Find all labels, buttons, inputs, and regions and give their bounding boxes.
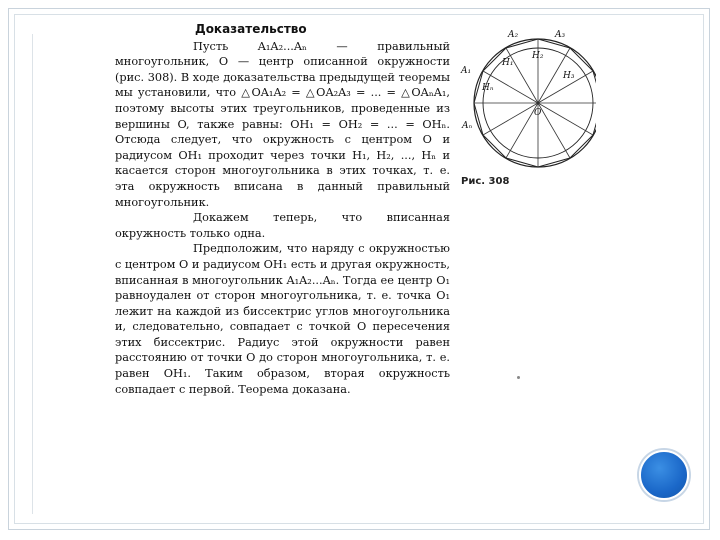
speck — [517, 376, 520, 379]
label-o: O — [534, 108, 542, 118]
blue-circle-decoration — [639, 450, 689, 500]
label-h1: H₁ — [502, 58, 514, 68]
figure-regular-polygon — [456, 18, 596, 188]
label-h2: H₂ — [532, 51, 544, 61]
textbook-page — [115, 22, 450, 527]
label-h3: H₃ — [563, 71, 575, 81]
figure-caption: Рис. 308 — [461, 176, 510, 187]
paragraph-2: Докажем теперь, что вписанная окружность только одна. — [115, 211, 450, 240]
paragraph-3: Предположим, что наряду с окружностью с центром O и радиусом OH₁ есть и другая окружность, вписанная в многоугольник A₁A₂...Aₙ. Тогда ее центр O₁ равноудален от сторон многоугольника, т. е. точка O₁ лежит на каждой из биссектрис углов многоугольника и, следовательно, совпадает с точкой O пересечения этих биссектрис. Радиус этой окружности равен расстоянию от точки O до сторон многоугольника, т. е. равен OH₁. Таким образом, вторая окружность совпадает с первой. Теорема доказана. — [115, 242, 450, 396]
label-hn: Hₙ — [482, 83, 494, 93]
paragraph-1: Пусть A₁A₂...Aₙ — правильный многоугольник, O — центр описанной окружности (рис. 308). В ходе доказательства предыдущей теоремы мы установили, что △OA₁A₂ = △OA₂A₃ = ... = △OAₙA₁, поэтому высоты этих треугольников, проведенные из вершины O, также равны: OH₁ = OH₂ = ... = OHₙ. Отсюда следует, что окружность с центром O и радиусом OH₁ проходит через точки H₁, H₂, ..., Hₙ и касается сторон многоугольника в этих точках, т. е. эта окружность вписана в данный правильный многоугольник. — [115, 39, 450, 209]
proof-title: Доказательство — [195, 22, 307, 36]
label-a1: A₁ — [461, 66, 472, 76]
label-an: Aₙ — [462, 121, 473, 131]
slide-left-strip — [32, 34, 47, 514]
label-a2: A₂ — [508, 30, 519, 40]
label-a3: A₃ — [555, 30, 566, 40]
